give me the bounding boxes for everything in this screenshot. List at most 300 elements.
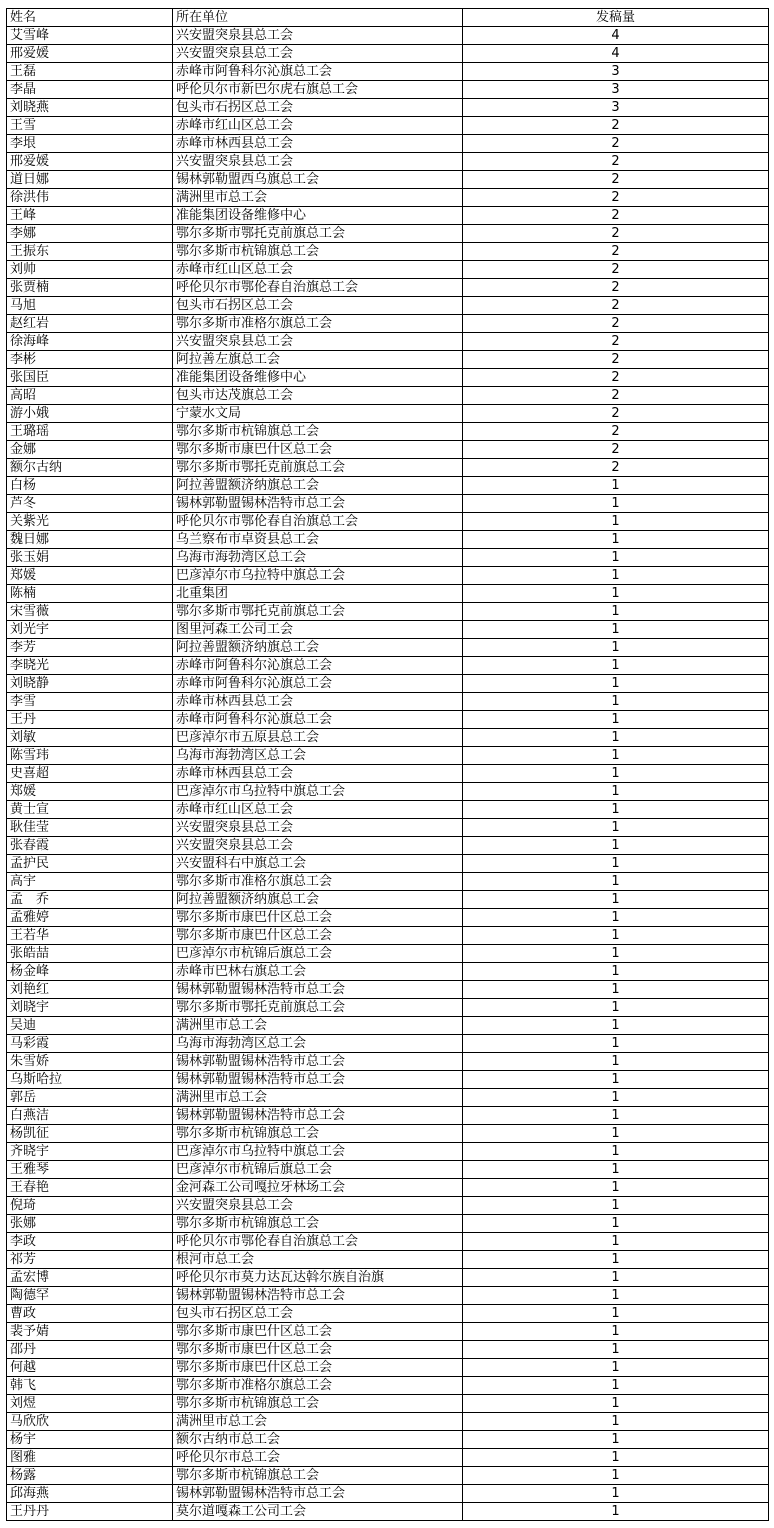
count-cell: 2 [463,243,769,261]
header-row [7,9,769,27]
count-cell: 1 [463,1305,769,1323]
unit-cell: 准能集团设备维修中心 [173,369,463,387]
table-row [7,351,769,369]
unit-cell: 赤峰市阿鲁科尔沁旗总工会 [173,711,463,729]
unit-cell: 包头市石拐区总工会 [173,99,463,117]
table-row [7,999,769,1017]
count-cell: 1 [463,1359,769,1377]
table-row [7,963,769,981]
unit-cell: 赤峰市林西县总工会 [173,765,463,783]
unit-cell: 赤峰市林西县总工会 [173,135,463,153]
unit-cell: 鄂尔多斯市杭锦旗总工会 [173,1125,463,1143]
table-row [7,387,769,405]
name-cell: 耿佳莹 [7,819,173,837]
count-cell: 1 [463,1107,769,1125]
count-cell: 2 [463,279,769,297]
name-cell: 张国臣 [7,369,173,387]
table-row [7,1485,769,1503]
unit-cell: 鄂尔多斯市鄂托克前旗总工会 [173,999,463,1017]
table-row [7,99,769,117]
name-cell: 倪琦 [7,1197,173,1215]
name-cell: 赵红岩 [7,315,173,333]
name-cell: 王丹 [7,711,173,729]
count-cell: 2 [463,405,769,423]
table-row [7,1251,769,1269]
table-row [7,513,769,531]
table-row [7,1161,769,1179]
table-row [7,1233,769,1251]
unit-cell: 宁蒙水文局 [173,405,463,423]
unit-cell: 鄂尔多斯市康巴什区总工会 [173,441,463,459]
name-cell: 何越 [7,1359,173,1377]
count-cell: 4 [463,45,769,63]
table-row [7,891,769,909]
count-cell: 2 [463,333,769,351]
unit-cell: 鄂尔多斯市康巴什区总工会 [173,1323,463,1341]
count-cell: 1 [463,765,769,783]
table-row [7,1071,769,1089]
table-row [7,1431,769,1449]
count-cell: 1 [463,657,769,675]
name-cell: 王春艳 [7,1179,173,1197]
unit-cell: 锡林郭勒盟锡林浩特市总工会 [173,1485,463,1503]
unit-cell: 兴安盟突泉县总工会 [173,333,463,351]
count-cell: 1 [463,1341,769,1359]
name-cell: 刘光宇 [7,621,173,639]
unit-cell: 鄂尔多斯市杭锦旗总工会 [173,1395,463,1413]
unit-cell: 满洲里市总工会 [173,1413,463,1431]
count-cell: 1 [463,999,769,1017]
name-cell: 齐晓宇 [7,1143,173,1161]
count-cell: 1 [463,549,769,567]
count-cell: 1 [463,1215,769,1233]
unit-cell: 鄂尔多斯市准格尔旗总工会 [173,873,463,891]
unit-cell: 锡林郭勒盟锡林浩特市总工会 [173,1071,463,1089]
table-row [7,675,769,693]
unit-cell: 阿拉善左旗总工会 [173,351,463,369]
name-cell: 杨露 [7,1467,173,1485]
name-cell: 游小娥 [7,405,173,423]
count-cell: 2 [463,153,769,171]
count-cell: 1 [463,1287,769,1305]
name-cell: 张春霞 [7,837,173,855]
count-cell: 1 [463,531,769,549]
name-cell: 张贾楠 [7,279,173,297]
name-cell: 刘晓燕 [7,99,173,117]
name-cell: 韩飞 [7,1377,173,1395]
unit-cell: 鄂尔多斯市康巴什区总工会 [173,1359,463,1377]
count-cell: 1 [463,693,769,711]
count-cell: 2 [463,225,769,243]
count-cell: 1 [463,1395,769,1413]
name-cell: 刘晓宇 [7,999,173,1017]
table-row [7,585,769,603]
name-cell: 徐洪伟 [7,189,173,207]
count-cell: 1 [463,837,769,855]
name-cell: 孟护民 [7,855,173,873]
unit-cell: 赤峰市阿鲁科尔沁旗总工会 [173,675,463,693]
count-cell: 1 [463,1485,769,1503]
table-row [7,765,769,783]
table-row [7,477,769,495]
table-row [7,1089,769,1107]
unit-cell: 鄂尔多斯市准格尔旗总工会 [173,1377,463,1395]
table-row [7,495,769,513]
unit-cell: 巴彦淖尔市杭锦后旗总工会 [173,1161,463,1179]
count-cell: 1 [463,1089,769,1107]
table-row [7,531,769,549]
name-cell: 李芳 [7,639,173,657]
count-cell: 1 [463,603,769,621]
unit-cell: 兴安盟突泉县总工会 [173,153,463,171]
table-row [7,693,769,711]
table-row [7,639,769,657]
name-cell: 曹政 [7,1305,173,1323]
name-cell: 杨凯征 [7,1125,173,1143]
unit-cell: 兴安盟科右中旗总工会 [173,855,463,873]
unit-cell: 乌海市海勃湾区总工会 [173,1035,463,1053]
table-row [7,801,769,819]
table-row [7,261,769,279]
table-row [7,945,769,963]
table-row [7,333,769,351]
unit-cell: 根河市总工会 [173,1251,463,1269]
name-cell: 刘晓静 [7,675,173,693]
table-row [7,189,769,207]
name-cell: 刘煜 [7,1395,173,1413]
table-row [7,207,769,225]
unit-cell: 兴安盟突泉县总工会 [173,837,463,855]
name-cell: 王雅琴 [7,1161,173,1179]
unit-cell: 图里河森工公司工会 [173,621,463,639]
unit-cell: 满洲里市总工会 [173,1089,463,1107]
unit-cell: 呼伦贝尔市新巴尔虎右旗总工会 [173,81,463,99]
count-cell: 3 [463,99,769,117]
count-cell: 3 [463,63,769,81]
count-cell: 2 [463,171,769,189]
name-cell: 孟宏博 [7,1269,173,1287]
unit-cell: 兴安盟突泉县总工会 [173,45,463,63]
name-cell: 道日娜 [7,171,173,189]
table-row [7,729,769,747]
table-row [7,1125,769,1143]
name-cell: 张娜 [7,1215,173,1233]
name-cell: 关紫光 [7,513,173,531]
table-row [7,1179,769,1197]
name-cell: 吴迪 [7,1017,173,1035]
unit-cell: 巴彦淖尔市杭锦后旗总工会 [173,945,463,963]
name-cell: 杨宇 [7,1431,173,1449]
name-cell: 祁芳 [7,1251,173,1269]
count-cell: 2 [463,459,769,477]
name-cell: 马旭 [7,297,173,315]
table-row [7,1143,769,1161]
table-row [7,369,769,387]
name-cell: 张皓喆 [7,945,173,963]
name-cell: 李娜 [7,225,173,243]
unit-cell: 额尔古纳市总工会 [173,1431,463,1449]
count-cell: 1 [463,675,769,693]
header-unit: 所在单位 [173,9,463,27]
unit-cell: 锡林郭勒盟锡林浩特市总工会 [173,1107,463,1125]
unit-cell: 北重集团 [173,585,463,603]
unit-cell: 锡林郭勒盟锡林浩特市总工会 [173,1053,463,1071]
unit-cell: 赤峰市阿鲁科尔沁旗总工会 [173,657,463,675]
count-cell: 1 [463,711,769,729]
count-cell: 1 [463,1017,769,1035]
count-cell: 1 [463,1413,769,1431]
table-row [7,45,769,63]
count-cell: 2 [463,297,769,315]
count-cell: 1 [463,1503,769,1521]
name-cell: 金娜 [7,441,173,459]
name-cell: 李晶 [7,81,173,99]
unit-cell: 包头市石拐区总工会 [173,1305,463,1323]
table-row [7,441,769,459]
name-cell: 王磊 [7,63,173,81]
name-cell: 裴予婧 [7,1323,173,1341]
count-cell: 1 [463,855,769,873]
table-row [7,135,769,153]
name-cell: 王丹丹 [7,1503,173,1521]
name-cell: 刘艳红 [7,981,173,999]
name-cell: 额尔古纳 [7,459,173,477]
unit-cell: 莫尔道嘎森工公司工会 [173,1503,463,1521]
count-cell: 4 [463,27,769,45]
name-cell: 高昭 [7,387,173,405]
table-row [7,909,769,927]
unit-cell: 巴彦淖尔市五原县总工会 [173,729,463,747]
unit-cell: 巴彦淖尔市乌拉特中旗总工会 [173,783,463,801]
count-cell: 1 [463,513,769,531]
unit-cell: 锡林郭勒盟西乌旗总工会 [173,171,463,189]
unit-cell: 鄂尔多斯市杭锦旗总工会 [173,1467,463,1485]
name-cell: 王雪 [7,117,173,135]
name-cell: 郑媛 [7,567,173,585]
unit-cell: 赤峰市红山区总工会 [173,801,463,819]
count-cell: 1 [463,1125,769,1143]
count-cell: 1 [463,1197,769,1215]
table-row [7,1269,769,1287]
count-cell: 2 [463,441,769,459]
count-cell: 3 [463,81,769,99]
count-cell: 2 [463,117,769,135]
name-cell: 乌斯哈拉 [7,1071,173,1089]
unit-cell: 兴安盟突泉县总工会 [173,819,463,837]
table-row [7,1017,769,1035]
name-cell: 王峰 [7,207,173,225]
header-count: 发稿量 [463,9,769,27]
unit-cell: 赤峰市巴林右旗总工会 [173,963,463,981]
contribution-table [6,8,769,1521]
table-row [7,1395,769,1413]
table-row [7,1341,769,1359]
count-cell: 2 [463,261,769,279]
count-cell: 2 [463,423,769,441]
table-row [7,81,769,99]
table-row [7,747,769,765]
count-cell: 1 [463,1269,769,1287]
unit-cell: 鄂尔多斯市鄂托克前旗总工会 [173,603,463,621]
table-row [7,1323,769,1341]
unit-cell: 呼伦贝尔市鄂伦春自治旗总工会 [173,1233,463,1251]
name-cell: 张玉娟 [7,549,173,567]
name-cell: 艾雪峰 [7,27,173,45]
name-cell: 黄士宣 [7,801,173,819]
name-cell: 陶德罕 [7,1287,173,1305]
unit-cell: 阿拉善盟额济纳旗总工会 [173,891,463,909]
count-cell: 1 [463,1053,769,1071]
table-row [7,1449,769,1467]
count-cell: 1 [463,783,769,801]
count-cell: 1 [463,981,769,999]
table-row [7,1377,769,1395]
table-row [7,1305,769,1323]
table-row [7,855,769,873]
table-row [7,63,769,81]
table-row [7,315,769,333]
count-cell: 1 [463,963,769,981]
count-cell: 2 [463,207,769,225]
name-cell: 郑媛 [7,783,173,801]
table-row [7,603,769,621]
table-row [7,117,769,135]
unit-cell: 巴彦淖尔市乌拉特中旗总工会 [173,1143,463,1161]
count-cell: 1 [463,891,769,909]
count-cell: 1 [463,585,769,603]
name-cell: 魏日娜 [7,531,173,549]
unit-cell: 锡林郭勒盟锡林浩特市总工会 [173,1287,463,1305]
table-row [7,819,769,837]
name-cell: 郭岳 [7,1089,173,1107]
name-cell: 王璐瑶 [7,423,173,441]
table-row [7,1197,769,1215]
name-cell: 刘帅 [7,261,173,279]
count-cell: 1 [463,1071,769,1089]
unit-cell: 乌海市海勃湾区总工会 [173,747,463,765]
table-row [7,549,769,567]
count-cell: 1 [463,819,769,837]
table-row [7,1503,769,1521]
table-row [7,837,769,855]
unit-cell: 兴安盟突泉县总工会 [173,1197,463,1215]
table-row [7,711,769,729]
table-row [7,927,769,945]
unit-cell: 呼伦贝尔市鄂伦春自治旗总工会 [173,513,463,531]
table-row [7,1053,769,1071]
unit-cell: 阿拉善盟额济纳旗总工会 [173,639,463,657]
unit-cell: 乌海市海勃湾区总工会 [173,549,463,567]
unit-cell: 准能集团设备维修中心 [173,207,463,225]
unit-cell: 满洲里市总工会 [173,1017,463,1035]
count-cell: 2 [463,135,769,153]
name-cell: 芦冬 [7,495,173,513]
unit-cell: 包头市石拐区总工会 [173,297,463,315]
name-cell: 刘敏 [7,729,173,747]
table-row [7,1413,769,1431]
table-row [7,1287,769,1305]
count-cell: 1 [463,729,769,747]
count-cell: 1 [463,1431,769,1449]
table-row [7,981,769,999]
table-row [7,657,769,675]
unit-cell: 满洲里市总工会 [173,189,463,207]
header-name: 姓名 [7,9,173,27]
unit-cell: 赤峰市阿鲁科尔沁旗总工会 [173,63,463,81]
unit-cell: 兴安盟突泉县总工会 [173,27,463,45]
name-cell: 王振东 [7,243,173,261]
table-row [7,1359,769,1377]
table-row [7,567,769,585]
unit-cell: 呼伦贝尔市总工会 [173,1449,463,1467]
name-cell: 陈楠 [7,585,173,603]
unit-cell: 鄂尔多斯市鄂托克前旗总工会 [173,459,463,477]
unit-cell: 鄂尔多斯市准格尔旗总工会 [173,315,463,333]
unit-cell: 包头市达茂旗总工会 [173,387,463,405]
unit-cell: 鄂尔多斯市康巴什区总工会 [173,909,463,927]
unit-cell: 呼伦贝尔市鄂伦春自治旗总工会 [173,279,463,297]
table-row [7,459,769,477]
name-cell: 白杨 [7,477,173,495]
unit-cell: 赤峰市红山区总工会 [173,261,463,279]
name-cell: 李垠 [7,135,173,153]
table-row [7,1215,769,1233]
name-cell: 孟 乔 [7,891,173,909]
table-row [7,783,769,801]
table-row [7,243,769,261]
count-cell: 1 [463,1161,769,1179]
count-cell: 1 [463,1467,769,1485]
count-cell: 1 [463,909,769,927]
count-cell: 1 [463,567,769,585]
count-cell: 1 [463,1323,769,1341]
unit-cell: 巴彦淖尔市乌拉特中旗总工会 [173,567,463,585]
unit-cell: 鄂尔多斯市康巴什区总工会 [173,1341,463,1359]
unit-cell: 呼伦贝尔市莫力达瓦达斡尔族自治旗 [173,1269,463,1287]
name-cell: 马彩霞 [7,1035,173,1053]
unit-cell: 锡林郭勒盟锡林浩特市总工会 [173,981,463,999]
count-cell: 1 [463,1035,769,1053]
name-cell: 高宇 [7,873,173,891]
name-cell: 史喜超 [7,765,173,783]
unit-cell: 鄂尔多斯市杭锦旗总工会 [173,423,463,441]
unit-cell: 鄂尔多斯市杭锦旗总工会 [173,243,463,261]
table-row [7,1467,769,1485]
count-cell: 2 [463,189,769,207]
unit-cell: 金河森工公司嘎拉牙林场工会 [173,1179,463,1197]
count-cell: 1 [463,1143,769,1161]
unit-cell: 赤峰市红山区总工会 [173,117,463,135]
table-row [7,1107,769,1125]
unit-cell: 鄂尔多斯市康巴什区总工会 [173,927,463,945]
table-row [7,621,769,639]
unit-cell: 锡林郭勒盟锡林浩特市总工会 [173,495,463,513]
name-cell: 李晓光 [7,657,173,675]
unit-cell: 鄂尔多斯市杭锦旗总工会 [173,1215,463,1233]
name-cell: 邢爱媛 [7,45,173,63]
count-cell: 1 [463,639,769,657]
table-body [7,27,769,1521]
name-cell: 白燕洁 [7,1107,173,1125]
count-cell: 1 [463,1233,769,1251]
table-row [7,423,769,441]
table-row [7,405,769,423]
name-cell: 邵丹 [7,1341,173,1359]
count-cell: 2 [463,387,769,405]
name-cell: 杨金峰 [7,963,173,981]
table-row [7,171,769,189]
name-cell: 宋雪薇 [7,603,173,621]
